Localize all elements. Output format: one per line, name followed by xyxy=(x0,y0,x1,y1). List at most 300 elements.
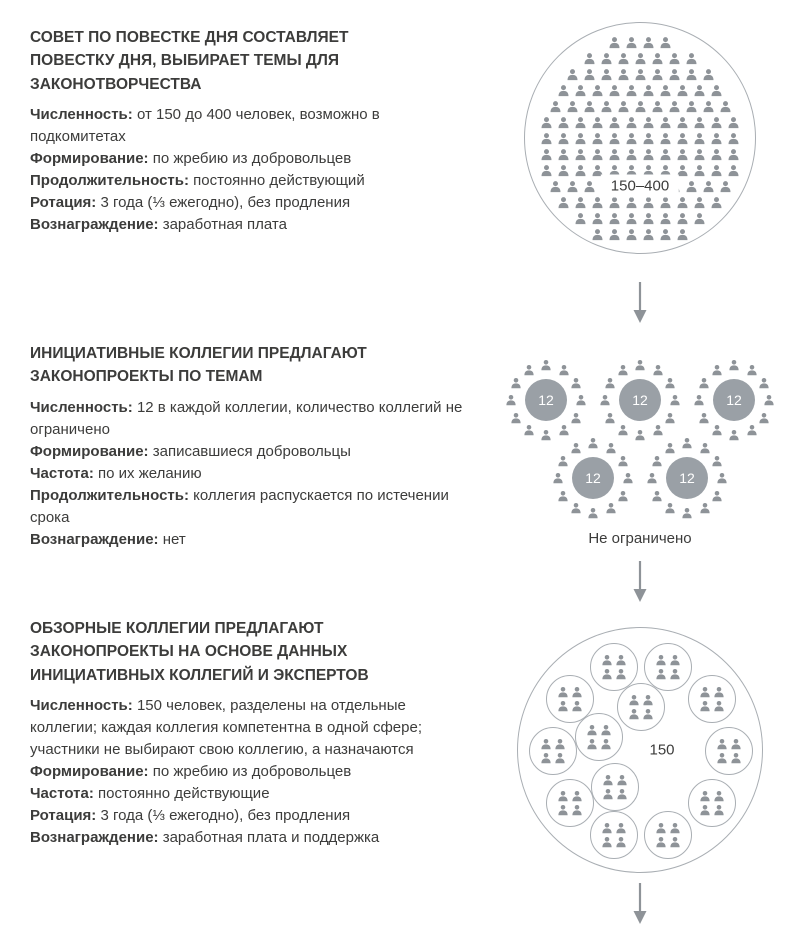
person-icon xyxy=(602,788,614,800)
person-icon xyxy=(642,708,654,720)
field-row xyxy=(30,192,470,214)
field-row xyxy=(30,695,470,761)
person-icon xyxy=(566,68,579,81)
person-icon-wrap xyxy=(599,394,611,406)
field-label: Вознаграждение: xyxy=(30,530,159,548)
person-icon xyxy=(557,164,570,177)
person-icon xyxy=(758,377,770,389)
person-icon xyxy=(628,694,640,706)
person-icon xyxy=(608,36,621,49)
person-icon xyxy=(600,68,613,81)
person-icon xyxy=(617,364,629,376)
person-icon xyxy=(676,212,689,225)
field-value: постоянно действующие xyxy=(93,784,270,802)
person-icon xyxy=(505,394,517,406)
nested-circle-figure xyxy=(517,627,763,873)
person-icon xyxy=(617,52,630,65)
cluster-size-label: 12 xyxy=(572,457,614,499)
section-figure-column xyxy=(490,22,790,324)
field-value: постоянно действующий xyxy=(188,171,365,189)
person-icon xyxy=(693,148,706,161)
person-icon xyxy=(693,116,706,129)
person-icon xyxy=(616,774,628,786)
person-icon xyxy=(651,100,664,113)
cluster-size-label: 12 xyxy=(619,379,661,421)
person-icon xyxy=(659,228,672,241)
person-icon xyxy=(693,196,706,209)
person-icon-wrap xyxy=(510,412,522,424)
person-icon xyxy=(693,394,705,406)
person-icon-wrap xyxy=(711,490,723,502)
field-label: Численность: xyxy=(30,696,133,714)
person-icon xyxy=(719,100,732,113)
field-value: заработная плата и поддержка xyxy=(158,829,380,847)
figure-caption: Не ограничено xyxy=(588,530,692,547)
flow-arrow xyxy=(631,561,649,603)
person-icon xyxy=(566,100,579,113)
crowd-row xyxy=(525,212,755,225)
section-fields xyxy=(30,104,470,236)
person-icon xyxy=(601,836,613,848)
person-icon xyxy=(693,84,706,97)
person-icon-wrap xyxy=(699,502,711,514)
crowd-row xyxy=(525,228,755,241)
person-icon xyxy=(540,164,553,177)
cluster-size-label: 12 xyxy=(713,379,755,421)
person-icon-wrap xyxy=(669,394,681,406)
person-icon xyxy=(758,412,770,424)
collegium-cluster xyxy=(690,356,778,444)
subgroup-circle xyxy=(644,643,692,691)
person-icon xyxy=(591,228,604,241)
person-icon xyxy=(574,196,587,209)
person-icon xyxy=(642,228,655,241)
person-icon-wrap xyxy=(758,412,770,424)
person-icon xyxy=(646,472,658,484)
person-icon xyxy=(699,700,711,712)
person-icon xyxy=(510,377,522,389)
person-icon xyxy=(642,694,654,706)
person-icon xyxy=(600,52,613,65)
down-arrow-icon xyxy=(631,561,649,603)
person-icon xyxy=(625,36,638,49)
person-icon xyxy=(655,668,667,680)
collegium-cluster xyxy=(643,434,731,522)
person-icon xyxy=(676,116,689,129)
person-icon xyxy=(510,412,522,424)
person-icon xyxy=(549,180,562,193)
field-value: 3 года (⅓ ежегодно), без продления xyxy=(96,806,351,824)
person-icon xyxy=(711,364,723,376)
person-icon xyxy=(642,148,655,161)
person-icon xyxy=(586,738,598,750)
person-icon xyxy=(574,116,587,129)
person-icon-wrap xyxy=(634,359,646,371)
person-icon xyxy=(642,132,655,145)
person-icon xyxy=(651,455,663,467)
section-fields xyxy=(30,397,470,551)
section-title: ИНИЦИАТИВНЫЕ КОЛЛЕГИИ ПРЕДЛАГАЮТ ЗАКОНОПРОЕКТЫ ПО ТЕМАМ xyxy=(30,345,367,386)
person-icon xyxy=(699,804,711,816)
person-icon xyxy=(574,148,587,161)
field-value: по их желанию xyxy=(93,464,202,482)
person-icon xyxy=(605,502,617,514)
person-icon xyxy=(601,654,613,666)
field-row xyxy=(30,397,470,441)
person-icon xyxy=(652,364,664,376)
person-icon xyxy=(570,412,582,424)
field-value: по жребию из добровольцев xyxy=(148,762,352,780)
person-icon xyxy=(591,212,604,225)
person-icon xyxy=(602,774,614,786)
person-icon xyxy=(730,752,742,764)
subgroup-circle xyxy=(705,727,753,775)
person-icon xyxy=(540,359,552,371)
person-icon xyxy=(625,116,638,129)
person-icon xyxy=(557,490,569,502)
flow-arrow xyxy=(631,883,649,925)
person-icon xyxy=(668,100,681,113)
section-initiative-collegia xyxy=(30,338,790,603)
person-icon xyxy=(591,132,604,145)
person-icon xyxy=(664,442,676,454)
person-icon xyxy=(557,84,570,97)
person-icon xyxy=(698,412,710,424)
person-icon xyxy=(608,212,621,225)
person-icon xyxy=(664,502,676,514)
person-icon-wrap xyxy=(523,424,535,436)
subgroup-circle xyxy=(590,811,638,859)
person-icon-wrap xyxy=(693,394,705,406)
person-icon xyxy=(651,52,664,65)
person-icon xyxy=(615,822,627,834)
person-icon xyxy=(693,212,706,225)
person-icon xyxy=(716,752,728,764)
person-icon xyxy=(681,507,693,519)
person-icon-wrap xyxy=(523,364,535,376)
person-icon-wrap xyxy=(570,442,582,454)
person-icon xyxy=(651,490,663,502)
person-icon xyxy=(659,132,672,145)
figure-count-label: 150 xyxy=(649,741,675,759)
field-label: Формирование: xyxy=(30,762,149,780)
subgroup-circle xyxy=(688,779,736,827)
person-icon-wrap xyxy=(605,502,617,514)
person-icon xyxy=(622,472,634,484)
person-icon xyxy=(557,116,570,129)
field-row xyxy=(30,805,470,827)
person-icon xyxy=(716,472,728,484)
person-icon-wrap xyxy=(681,437,693,449)
person-icon xyxy=(616,788,628,800)
person-icon-wrap xyxy=(622,472,634,484)
field-value: записавшиеся добровольцы xyxy=(148,442,351,460)
person-icon-wrap xyxy=(664,377,676,389)
person-icon xyxy=(634,68,647,81)
person-icon xyxy=(557,196,570,209)
person-icon xyxy=(634,52,647,65)
person-icon xyxy=(711,455,723,467)
person-icon xyxy=(583,100,596,113)
person-icon xyxy=(608,116,621,129)
person-icon xyxy=(676,132,689,145)
person-icon xyxy=(685,52,698,65)
person-icon xyxy=(591,116,604,129)
person-icon xyxy=(608,132,621,145)
person-icon-wrap xyxy=(557,490,569,502)
person-icon xyxy=(558,364,570,376)
person-icon xyxy=(763,394,775,406)
person-icon xyxy=(713,804,725,816)
person-icon-wrap xyxy=(617,364,629,376)
person-icon xyxy=(702,180,715,193)
person-icon xyxy=(655,654,667,666)
subgroup-circle xyxy=(644,811,692,859)
person-icon xyxy=(601,822,613,834)
collegium-cluster xyxy=(502,356,590,444)
section-text xyxy=(30,338,490,603)
field-row xyxy=(30,463,470,485)
person-icon xyxy=(664,412,676,424)
person-icon xyxy=(554,752,566,764)
field-label: Частота: xyxy=(30,784,94,802)
field-label: Вознаграждение: xyxy=(30,829,159,847)
cluster-figure xyxy=(502,356,778,522)
person-icon xyxy=(617,455,629,467)
person-icon xyxy=(600,100,613,113)
person-icon-wrap xyxy=(711,364,723,376)
section-title: СОВЕТ ПО ПОВЕСТКЕ ДНЯ СОСТАВЛЯЕТ ПОВЕСТКУ ДНЯ, ВЫБИРАЕТ ТЕМЫ ДЛЯ ЗАКОНОТВОРЧЕСТВА xyxy=(30,29,349,93)
section-review-collegia xyxy=(30,613,790,925)
person-icon xyxy=(552,472,564,484)
person-icon xyxy=(655,822,667,834)
field-value: заработная плата xyxy=(158,215,287,233)
person-icon-wrap xyxy=(557,455,569,467)
person-icon-wrap xyxy=(746,424,758,436)
section-figure-column xyxy=(490,356,790,603)
down-arrow-icon xyxy=(631,883,649,925)
person-icon xyxy=(713,700,725,712)
person-icon-wrap xyxy=(570,412,582,424)
person-icon xyxy=(617,100,630,113)
person-icon xyxy=(699,502,711,514)
person-icon xyxy=(591,84,604,97)
person-icon-wrap xyxy=(510,377,522,389)
person-icon xyxy=(669,654,681,666)
field-value: 150 человек, разделены на отдельные коллегии; каждая коллегия компетентна в одной сфере; участники не выбирают свою коллегию, а назначаются xyxy=(30,696,422,758)
section-figure-column xyxy=(490,627,790,925)
person-icon xyxy=(554,738,566,750)
field-label: Вознаграждение: xyxy=(30,215,159,233)
person-icon-wrap xyxy=(698,377,710,389)
cluster-row xyxy=(549,434,731,522)
person-icon xyxy=(702,100,715,113)
person-icon-wrap xyxy=(681,507,693,519)
field-label: Численность: xyxy=(30,398,133,416)
person-icon xyxy=(669,836,681,848)
person-icon xyxy=(676,84,689,97)
person-icon-wrap xyxy=(575,394,587,406)
person-icon-wrap xyxy=(570,377,582,389)
person-icon-wrap xyxy=(763,394,775,406)
collegium-cluster xyxy=(549,434,637,522)
person-icon xyxy=(719,180,732,193)
person-icon xyxy=(730,738,742,750)
person-icon xyxy=(571,686,583,698)
crowd-row xyxy=(525,116,755,129)
section-fields xyxy=(30,695,470,849)
person-icon-wrap xyxy=(651,490,663,502)
person-icon-wrap xyxy=(746,364,758,376)
person-icon xyxy=(549,100,562,113)
person-icon-wrap xyxy=(758,377,770,389)
person-icon-wrap xyxy=(664,502,676,514)
field-label: Продолжительность: xyxy=(30,486,189,504)
crowd-row xyxy=(525,148,755,161)
person-icon xyxy=(699,790,711,802)
field-row xyxy=(30,214,470,236)
person-icon xyxy=(605,442,617,454)
person-icon xyxy=(659,148,672,161)
crowd-row xyxy=(525,68,755,81)
flow-arrow xyxy=(631,282,649,324)
person-icon-wrap xyxy=(728,359,740,371)
person-icon xyxy=(557,148,570,161)
field-row xyxy=(30,104,470,148)
field-row xyxy=(30,485,470,529)
person-icon xyxy=(625,148,638,161)
person-icon xyxy=(727,148,740,161)
field-value: по жребию из добровольцев xyxy=(148,149,352,167)
cluster-row xyxy=(502,356,778,444)
subgroup-circle xyxy=(546,779,594,827)
person-icon xyxy=(669,668,681,680)
person-icon xyxy=(601,668,613,680)
field-row xyxy=(30,441,470,463)
person-icon xyxy=(571,700,583,712)
person-icon xyxy=(685,100,698,113)
person-icon xyxy=(625,212,638,225)
person-icon xyxy=(615,836,627,848)
person-icon xyxy=(698,377,710,389)
person-icon xyxy=(642,212,655,225)
person-icon xyxy=(591,148,604,161)
person-icon xyxy=(587,507,599,519)
collegium-cluster xyxy=(596,356,684,444)
field-label: Ротация: xyxy=(30,193,97,211)
person-icon-wrap xyxy=(617,490,629,502)
person-icon xyxy=(557,455,569,467)
person-icon xyxy=(625,228,638,241)
subgroup-circle xyxy=(575,713,623,761)
person-icon xyxy=(685,68,698,81)
person-icon xyxy=(664,377,676,389)
crowd-row xyxy=(525,52,755,65)
person-icon-wrap xyxy=(664,442,676,454)
field-row xyxy=(30,170,470,192)
person-icon-wrap xyxy=(664,412,676,424)
person-icon-wrap xyxy=(570,502,582,514)
person-icon xyxy=(540,116,553,129)
person-icon xyxy=(540,148,553,161)
subgroup-circle xyxy=(591,763,639,811)
person-icon xyxy=(557,804,569,816)
cluster-size-label: 12 xyxy=(666,457,708,499)
section-agenda-council xyxy=(30,22,790,324)
person-icon xyxy=(693,164,706,177)
person-icon-wrap xyxy=(646,472,658,484)
field-label: Ротация: xyxy=(30,806,97,824)
person-icon-wrap xyxy=(651,455,663,467)
person-icon xyxy=(599,394,611,406)
person-icon xyxy=(669,394,681,406)
section-text xyxy=(30,22,490,324)
person-icon xyxy=(557,132,570,145)
crowd-row xyxy=(525,36,755,49)
crowd-circle-figure xyxy=(524,22,756,254)
person-icon xyxy=(574,84,587,97)
person-icon xyxy=(625,132,638,145)
person-icon xyxy=(615,654,627,666)
person-icon xyxy=(575,394,587,406)
person-icon-wrap xyxy=(604,412,616,424)
person-icon xyxy=(676,148,689,161)
person-icon xyxy=(727,132,740,145)
person-icon-wrap xyxy=(587,507,599,519)
person-icon xyxy=(608,228,621,241)
field-label: Формирование: xyxy=(30,442,149,460)
field-row xyxy=(30,148,470,170)
person-icon xyxy=(642,116,655,129)
person-icon xyxy=(574,132,587,145)
person-icon xyxy=(604,377,616,389)
section-title: ОБЗОРНЫЕ КОЛЛЕГИИ ПРЕДЛАГАЮТ ЗАКОНОПРОЕКТЫ НА ОСНОВЕ ДАННЫХ ИНИЦИАТИВНЫХ КОЛЛЕГИЙ И ЭКСПЕРТОВ xyxy=(30,620,369,684)
person-icon-wrap xyxy=(716,472,728,484)
person-icon xyxy=(642,84,655,97)
person-icon xyxy=(600,724,612,736)
person-icon xyxy=(583,68,596,81)
person-icon xyxy=(702,68,715,81)
person-icon xyxy=(608,84,621,97)
person-icon-wrap xyxy=(540,359,552,371)
person-icon xyxy=(713,790,725,802)
person-icon-wrap xyxy=(698,412,710,424)
person-icon-wrap xyxy=(587,437,599,449)
field-value: коллегия распускается по истечении срока xyxy=(30,486,449,526)
person-icon xyxy=(523,424,535,436)
person-icon xyxy=(710,196,723,209)
person-icon xyxy=(615,668,627,680)
person-icon xyxy=(566,180,579,193)
person-icon xyxy=(574,212,587,225)
person-icon xyxy=(604,412,616,424)
person-icon xyxy=(659,116,672,129)
person-icon xyxy=(669,822,681,834)
field-row xyxy=(30,827,470,849)
person-icon xyxy=(587,437,599,449)
person-icon xyxy=(571,804,583,816)
person-icon xyxy=(628,708,640,720)
person-icon xyxy=(642,36,655,49)
down-arrow-icon xyxy=(631,282,649,324)
person-icon-wrap xyxy=(652,364,664,376)
person-icon-wrap xyxy=(605,442,617,454)
person-icon xyxy=(699,686,711,698)
field-value: от 150 до 400 человек, возможно в подкомитетах xyxy=(30,105,380,145)
person-icon xyxy=(557,686,569,698)
person-icon xyxy=(716,738,728,750)
person-icon xyxy=(711,490,723,502)
